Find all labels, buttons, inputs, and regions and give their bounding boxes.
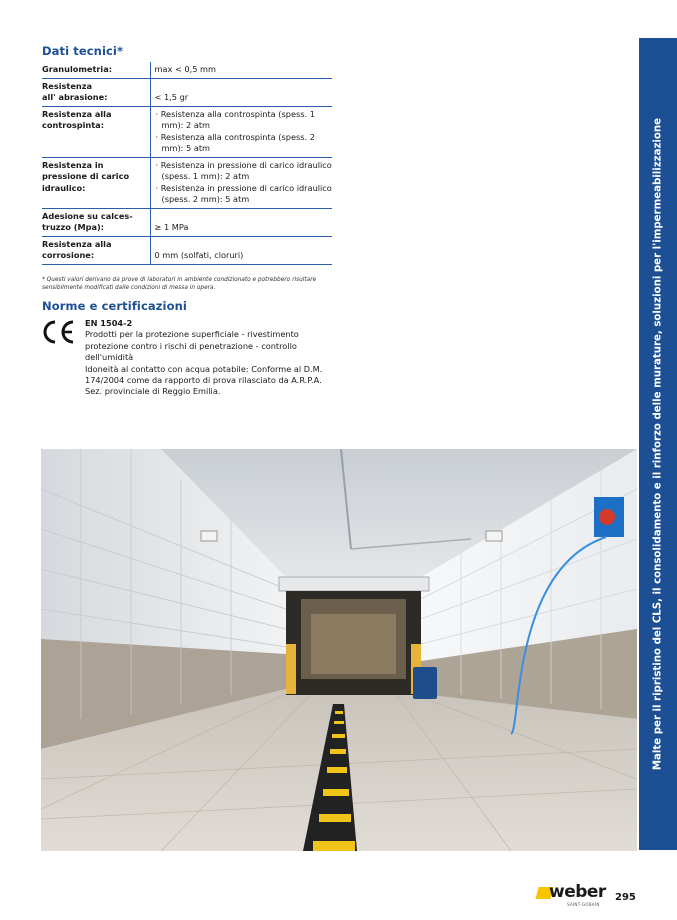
spec-value: < 1,5 gr xyxy=(154,92,189,102)
spec-value: · Resistenza in pressione di carico idraulico (spess. 1 mm): 2 atm · Resistenza in pressione di carico idraulico (spess. 2 mm): 5 atm xyxy=(155,159,332,204)
cert-line: Idoneità al contatto con acqua potabile: Conforme al D.M. 174/2004 come da rapporto di prova rilasciato da A.R.P.A. Sez. provinciale di Reggio Emilia. xyxy=(85,363,323,397)
table-row xyxy=(42,78,332,106)
dati-tecnici-title: Dati tecnici* xyxy=(42,44,124,58)
weber-logo xyxy=(537,884,605,910)
cert-line: protezione contro i rischi di penetrazione - controllo dell'umidità xyxy=(85,340,297,363)
brand-sub: SAINT-GOBAIN xyxy=(567,902,600,907)
spec-value: · Resistenza alla controspinta (spess. 1 mm): 2 atm · Resistenza alla controspinta (spess. 2 mm): 5 atm xyxy=(155,108,315,153)
spec-label: Granulometria: xyxy=(42,62,150,78)
spec-label: Resistenza all' abrasione: xyxy=(42,78,150,106)
ce-mark-icon xyxy=(40,317,78,347)
table-row xyxy=(42,236,332,264)
table-row xyxy=(42,62,332,78)
certification-block xyxy=(85,318,337,398)
cert-line: Prodotti per la protezione superficiale - rivestimento xyxy=(85,329,299,340)
cert-code: EN 1504-2 xyxy=(85,318,133,328)
sidebar-title: Malte per il ripristino del CLS, il consolidamento e il rinforzo delle murature, soluzioni per l'impermeabilizzazione xyxy=(652,117,664,771)
table-row xyxy=(42,106,332,157)
spec-value: ≥ 1 MPa xyxy=(154,222,189,232)
spec-label: Resistenza alla corrosione: xyxy=(42,236,150,264)
brand-name: weber xyxy=(549,882,606,902)
spec-label: Resistenza alla controspinta: xyxy=(42,106,150,157)
norme-title: Norme e certificazioni xyxy=(42,299,187,313)
page-number: 295 xyxy=(615,892,636,903)
corridor-photo xyxy=(41,449,637,851)
spec-value: max < 0,5 mm xyxy=(154,64,216,74)
spec-value: 0 mm (solfati, cloruri) xyxy=(154,250,244,260)
table-row xyxy=(42,208,332,236)
table-row xyxy=(42,157,332,208)
footnote: * Questi valori derivano da prove di laboratori in ambiente condizionato e potrebbero risultare sensibilmente modificati dalle condizioni di messa in opera. xyxy=(42,277,317,292)
spec-label: Resistenza in pressione di carico idraulico: xyxy=(42,157,150,208)
sidebar-band xyxy=(639,38,677,850)
spec-label: Adesione su calces- truzzo (Mpa): xyxy=(42,208,150,236)
spec-table xyxy=(42,62,332,265)
